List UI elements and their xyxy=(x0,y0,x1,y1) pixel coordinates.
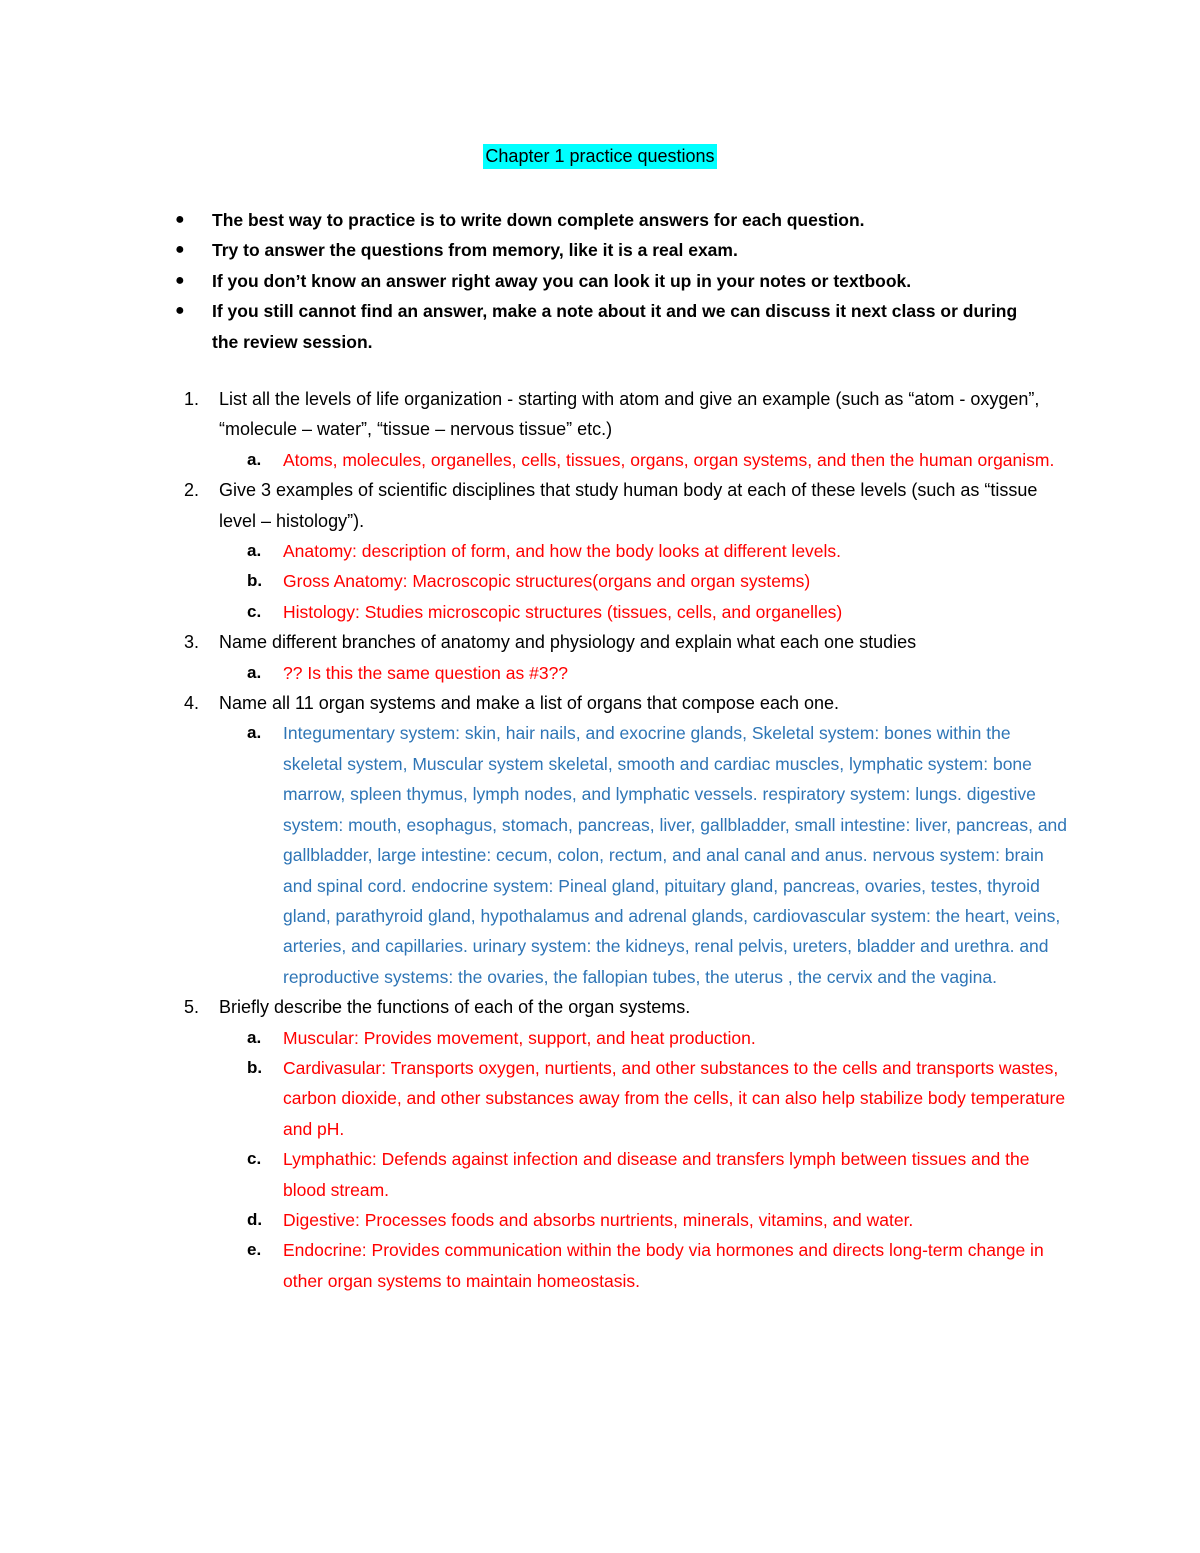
answer-text: Anatomy: description of form, and how the body looks at different levels. xyxy=(283,541,842,562)
question-1 xyxy=(184,384,1064,445)
question-number: 3. xyxy=(184,632,200,653)
answer-5c xyxy=(247,1144,1073,1205)
question-2 xyxy=(184,475,1064,536)
answer-letter: a. xyxy=(247,1027,262,1047)
answer-letter: a. xyxy=(247,541,262,561)
answer-5a xyxy=(247,1023,1073,1053)
answer-5d xyxy=(247,1205,1073,1235)
answer-letter: e. xyxy=(247,1240,262,1260)
answer-letter: c. xyxy=(247,1149,262,1169)
page-title: Chapter 1 practice questions xyxy=(483,144,716,169)
answer-text: Integumentary system: skin, hair nails, and exocrine glands, Skeletal system: bones within the skeletal system, Muscular system skeletal, smooth and cardiac muscles, lymphatic system: bone marrow, spleen thymus, lymph nodes, and lymphatic vessels. respiratory system: lungs. digestive system: mouth, esophagus, stomach, pancreas, liver, gallbladder, small intestine: liver, pancreas, and gallbladder, large intestine: cecum, colon, rectum, and anal canal and anus. nervous system: brain and spinal cord. endocrine system: Pineal gland, pituitary gland, pancreas, ovaries, testes, thyroid gland, parathyroid gland, hypothalamus and adrenal glands, cardiovascular system: the heart, veins, arteries, and capillaries. urinary system: the kidneys, renal pelvis, ureters, bladder and urethra. and reproductive systems: the ovaries, the fallopian tubes, the uterus , the cervix and the vagina. xyxy=(283,723,1068,987)
answer-5b xyxy=(247,1053,1073,1144)
answer-text: Atoms, molecules, organelles, cells, tissues, organs, organ systems, and then the human organism. xyxy=(283,449,1055,470)
bullet-item xyxy=(175,266,1042,296)
answer-text: Lymphathic: Defends against infection and disease and transfers lymph between tissues and the blood stream. xyxy=(283,1149,1030,1200)
answer-2a xyxy=(247,536,1073,566)
question-number: 2. xyxy=(184,480,200,501)
question-text: Name all 11 organ systems and make a list of organs that compose each one. xyxy=(219,693,839,714)
question-5 xyxy=(184,992,1064,1022)
title-wrap xyxy=(0,144,1200,169)
answer-text: Digestive: Processes foods and absorbs nurtrients, minerals, vitamins, and water. xyxy=(283,1209,914,1230)
instruction-bullets xyxy=(0,205,1200,357)
answer-text: Histology: Studies microscopic structures (tissues, cells, and organelles) xyxy=(283,601,843,622)
answer-letter: a. xyxy=(247,449,262,469)
bullet-dot-icon: ● xyxy=(175,271,185,289)
answer-5e xyxy=(247,1235,1073,1296)
question-text: List all the levels of life organization - starting with atom and give an example (such as “atom - oxygen”, “molecule – water”, “tissue – nervous tissue” etc.) xyxy=(219,389,1040,440)
answer-letter: a. xyxy=(247,662,262,682)
answer-letter: c. xyxy=(247,601,262,621)
question-4 xyxy=(184,688,1064,718)
question-text: Briefly describe the functions of each of the organ systems. xyxy=(219,997,691,1018)
bullet-text: The best way to practice is to write down complete answers for each question. xyxy=(212,210,865,230)
answer-4a xyxy=(247,718,1073,992)
question-text: Name different branches of anatomy and physiology and explain what each one studies xyxy=(219,632,917,653)
question-number: 4. xyxy=(184,693,200,714)
question-3 xyxy=(184,627,1064,657)
bullet-dot-icon: ● xyxy=(175,241,185,259)
answer-letter: a. xyxy=(247,723,262,743)
question-text: Give 3 examples of scientific disciplines that study human body at each of these levels (such as “tissue level – histology”). xyxy=(219,480,1038,531)
question-list xyxy=(0,384,1200,1296)
answer-letter: d. xyxy=(247,1209,263,1229)
answer-text: Endocrine: Provides communication within the body via hormones and directs long-term change in other organ systems to maintain homeostasis. xyxy=(283,1240,1044,1291)
bullet-dot-icon: ● xyxy=(175,302,185,320)
bullet-item xyxy=(175,205,1042,235)
question-number: 5. xyxy=(184,997,200,1018)
question-number: 1. xyxy=(184,389,200,409)
bullet-text: Try to answer the questions from memory, like it is a real exam. xyxy=(212,240,738,261)
answer-3a xyxy=(247,658,1073,688)
answer-text: Gross Anatomy: Macroscopic structures(organs and organ systems) xyxy=(283,571,811,592)
bullet-item xyxy=(175,296,1042,357)
bullet-item xyxy=(175,235,1042,265)
answer-letter: b. xyxy=(247,571,263,591)
answer-text: Muscular: Provides movement, support, and heat production. xyxy=(283,1027,756,1048)
answer-2b xyxy=(247,566,1073,596)
answer-1a xyxy=(247,445,1073,475)
bullet-text: If you don’t know an answer right away you can look it up in your notes or textbook. xyxy=(212,270,912,291)
answer-letter: b. xyxy=(247,1057,263,1077)
answer-text: Cardivasular: Transports oxygen, nurtients, and other substances to the cells and transports wastes, carbon dioxide, and other substances away from the cells, it can also help stabilize body temperature and pH. xyxy=(283,1057,1066,1139)
answer-2c xyxy=(247,597,1073,627)
bullet-dot-icon: ● xyxy=(175,211,185,228)
answer-text: ?? Is this the same question as #3?? xyxy=(283,662,569,683)
bullet-text: If you still cannot find an answer, make a note about it and we can discuss it next class or during the review session. xyxy=(212,301,1018,352)
